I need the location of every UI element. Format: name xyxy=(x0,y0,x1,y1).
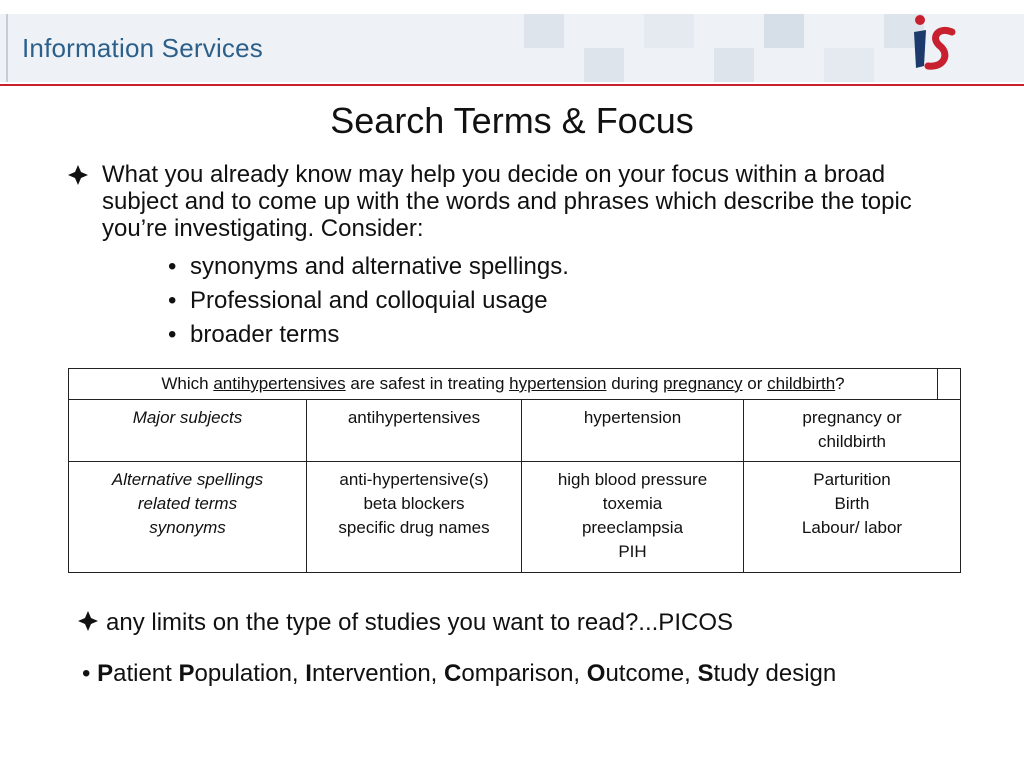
header-red-rule xyxy=(0,84,1024,86)
diamond-bullet-icon xyxy=(66,163,90,187)
question-cell: Which antihypertensives are safest in treating hypertension during pregnancy or childbirth? xyxy=(69,369,938,400)
search-terms-table xyxy=(68,368,961,573)
empty-cell xyxy=(938,369,961,400)
row-label-major: Major subjects xyxy=(69,400,307,462)
sub-bullet-list xyxy=(168,250,569,352)
limits-bullet-text: any limits on the type of studies you want to read?...PICOS xyxy=(106,609,733,636)
list-item: • broader terms xyxy=(168,318,569,352)
main-bullet xyxy=(66,161,966,242)
list-item: • synonyms and alternative spellings. xyxy=(168,250,569,284)
header-left-rule xyxy=(6,14,8,82)
svg-text:is: is xyxy=(934,77,936,79)
table-cell: pregnancy or childbirth xyxy=(744,400,961,462)
main-bullet-text: What you already know may help you decide on your focus within a broad subject and to come up with the words and phrases which describe the topic you’re investigating. Consider: xyxy=(102,161,912,242)
is-logo-icon xyxy=(904,10,964,80)
bullet-dot: • xyxy=(168,287,177,314)
table-row xyxy=(69,462,961,573)
header-title: Information Services xyxy=(22,33,263,63)
picos-bullet: • Patient Population, Intervention, Comparison, Outcome, Study design xyxy=(82,660,837,687)
diamond-bullet-icon xyxy=(76,609,100,633)
table-row xyxy=(69,400,961,462)
header-mosaic xyxy=(524,14,944,82)
table-cell: anti-hypertensive(s) beta blockers specific drug names xyxy=(307,462,522,573)
table-cell: Parturition Birth Labour/ labor xyxy=(744,462,961,573)
table-cell: antihypertensives xyxy=(307,400,522,462)
slide-title: Search Terms & Focus xyxy=(330,100,694,141)
list-item: • Professional and colloquial usage xyxy=(168,284,569,318)
table-row xyxy=(69,369,961,400)
row-label-alternatives: Alternative spellings related terms synonyms xyxy=(69,462,307,573)
bullet-dot: • xyxy=(168,253,177,280)
header-banner xyxy=(0,0,1024,86)
bullet-dot: • xyxy=(168,321,177,348)
table-cell: hypertension xyxy=(522,400,744,462)
table-cell: high blood pressure toxemia preeclampsia PIH xyxy=(522,462,744,573)
limits-bullet xyxy=(76,609,733,637)
bullet-dot: • xyxy=(82,660,91,687)
